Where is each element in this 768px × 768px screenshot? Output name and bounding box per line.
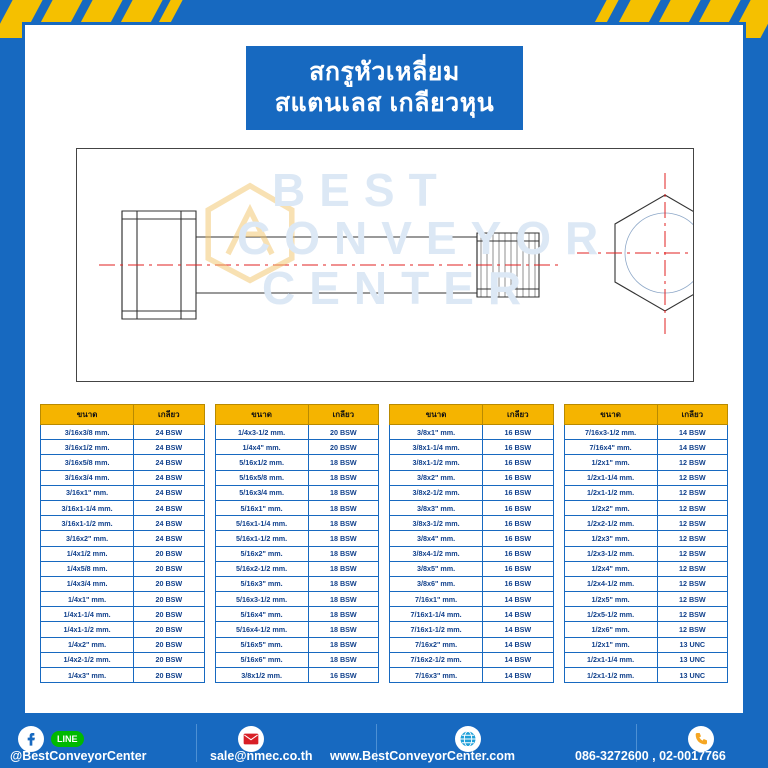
col-header-size: ขนาด — [564, 405, 657, 425]
table-row: 3/8x1/2 mm. 16 BSW — [215, 668, 379, 683]
table-row: 3/16x3/4 mm. 24 BSW — [41, 470, 205, 485]
table-row: 1/4x1-1/2 mm. 20 BSW — [41, 622, 205, 637]
table-row: 5/16x3" mm. 18 BSW — [215, 576, 379, 591]
col-header-thread: เกลียว — [657, 405, 727, 425]
table-row: 3/8x4-1/2 mm. 16 BSW — [390, 546, 554, 561]
table-row: 3/16x1-1/4 mm. 24 BSW — [41, 500, 205, 515]
table-row: 1/2x1-1/4 mm. 12 BSW — [564, 470, 728, 485]
line-icon[interactable]: LINE — [51, 731, 84, 747]
table-row: 3/8x1" mm. 16 BSW — [390, 425, 554, 440]
table-row: 1/4x1/2 mm. 20 BSW — [41, 546, 205, 561]
table-row: 7/16x1-1/4 mm. 14 BSW — [390, 607, 554, 622]
size-table-2 — [215, 404, 380, 689]
col-header-thread: เกลียว — [483, 405, 553, 425]
facebook-handle: @BestConveyorCenter — [10, 749, 147, 763]
table-row: 7/16x3-1/2 mm. 14 BSW — [564, 425, 728, 440]
table-row: 1/2x4" mm. 12 BSW — [564, 561, 728, 576]
email-address: sale@nmec.co.th — [210, 749, 313, 763]
table-row: 3/8x2" mm. 16 BSW — [390, 470, 554, 485]
table-row: 1/4x2" mm. 20 BSW — [41, 637, 205, 652]
phone-number: 086-3272600 , 02-0017766 — [575, 749, 726, 763]
bolt-drawing-svg — [77, 149, 693, 381]
table-row: 3/8x3" mm. 16 BSW — [390, 500, 554, 515]
table-row: 5/16x4" mm. 18 BSW — [215, 607, 379, 622]
table-row: 5/16x1-1/2 mm. 18 BSW — [215, 531, 379, 546]
table-row: 5/16x5/8 mm. 18 BSW — [215, 470, 379, 485]
table-row: 1/2x1" mm. 12 BSW — [564, 455, 728, 470]
title-line-1: สกรูหัวเหลี่ยม — [309, 57, 460, 86]
table-row: 5/16x3-1/2 mm. 18 BSW — [215, 592, 379, 607]
table-row: 1/2x2-1/2 mm. 12 BSW — [564, 516, 728, 531]
col-header-thread: เกลียว — [308, 405, 378, 425]
table-row: 1/4x3/4 mm. 20 BSW — [41, 576, 205, 591]
table-row: 3/8x3-1/2 mm. 16 BSW — [390, 516, 554, 531]
size-tables — [40, 404, 728, 689]
size-table-1 — [40, 404, 205, 689]
table-row: 5/16x3/4 mm. 18 BSW — [215, 485, 379, 500]
table-row: 1/4x3" mm. 20 BSW — [41, 668, 205, 683]
table-row: 1/2x5" mm. 12 BSW — [564, 592, 728, 607]
table-row: 5/16x2" mm. 18 BSW — [215, 546, 379, 561]
table-row: 1/2x2" mm. 12 BSW — [564, 500, 728, 515]
table-row: 3/16x5/8 mm. 24 BSW — [41, 455, 205, 470]
table-row: 7/16x1" mm. 14 BSW — [390, 592, 554, 607]
table-row: 5/16x1" mm. 18 BSW — [215, 500, 379, 515]
table-row: 3/8x1-1/2 mm. 16 BSW — [390, 455, 554, 470]
table-row: 7/16x2" mm. 14 BSW — [390, 637, 554, 652]
table-row: 1/4x2-1/2 mm. 20 BSW — [41, 652, 205, 667]
table-row: 3/16x3/8 mm. 24 BSW — [41, 425, 205, 440]
table-row: 3/16x2" mm. 24 BSW — [41, 531, 205, 546]
table-row: 7/16x4" mm. 14 BSW — [564, 440, 728, 455]
table-row: 3/16x1" mm. 24 BSW — [41, 485, 205, 500]
table-row: 3/16x1/2 mm. 24 BSW — [41, 440, 205, 455]
size-table-4 — [564, 404, 729, 689]
size-table-3 — [389, 404, 554, 689]
table-row: 1/4x5/8 mm. 20 BSW — [41, 561, 205, 576]
title-line-2: สแตนเลส เกลียวหุน — [274, 89, 495, 117]
table-row: 1/2x6" mm. 12 BSW — [564, 622, 728, 637]
table-row: 1/2x1" mm. 13 UNC — [564, 637, 728, 652]
col-header-thread: เกลียว — [134, 405, 204, 425]
col-header-size: ขนาด — [215, 405, 308, 425]
table-row: 7/16x2-1/2 mm. 14 BSW — [390, 652, 554, 667]
page-title — [246, 46, 523, 130]
table-row: 3/8x6" mm. 16 BSW — [390, 576, 554, 591]
table-row: 5/16x1/2 mm. 18 BSW — [215, 455, 379, 470]
table-row: 5/16x4-1/2 mm. 18 BSW — [215, 622, 379, 637]
table-row: 3/8x5" mm. 16 BSW — [390, 561, 554, 576]
col-header-size: ขนาด — [41, 405, 134, 425]
table-row: 1/2x1-1/4 mm. 13 UNC — [564, 652, 728, 667]
table-row: 3/8x2-1/2 mm. 16 BSW — [390, 485, 554, 500]
table-row: 3/8x4" mm. 16 BSW — [390, 531, 554, 546]
table-row: 1/4x1" mm. 20 BSW — [41, 592, 205, 607]
table-row: 7/16x3" mm. 14 BSW — [390, 668, 554, 683]
table-row: 7/16x1-1/2 mm. 14 BSW — [390, 622, 554, 637]
table-row: 1/2x3" mm. 12 BSW — [564, 531, 728, 546]
table-row: 3/8x1-1/4 mm. 16 BSW — [390, 440, 554, 455]
table-row: 1/2x4-1/2 mm. 12 BSW — [564, 576, 728, 591]
table-row: 1/2x3-1/2 mm. 12 BSW — [564, 546, 728, 561]
technical-drawing — [76, 148, 694, 382]
table-row: 3/16x1-1/2 mm. 24 BSW — [41, 516, 205, 531]
table-row: 5/16x2-1/2 mm. 18 BSW — [215, 561, 379, 576]
table-row: 1/2x1-1/2 mm. 13 UNC — [564, 668, 728, 683]
table-row: 1/2x5-1/2 mm. 12 BSW — [564, 607, 728, 622]
table-row: 5/16x6" mm. 18 BSW — [215, 652, 379, 667]
table-row: 1/4x4" mm. 20 BSW — [215, 440, 379, 455]
table-row: 1/4x3-1/2 mm. 20 BSW — [215, 425, 379, 440]
table-row: 1/4x1-1/4 mm. 20 BSW — [41, 607, 205, 622]
table-row: 1/2x1-1/2 mm. 12 BSW — [564, 485, 728, 500]
table-row: 5/16x1-1/4 mm. 18 BSW — [215, 516, 379, 531]
watermark-line-3: CENTER — [262, 262, 536, 314]
watermark-line-1: BEST — [272, 164, 451, 216]
website-url[interactable]: www.BestConveyorCenter.com — [330, 749, 516, 763]
footer-contacts — [0, 718, 768, 768]
watermark-line-2: CONVEYOR — [237, 212, 613, 264]
table-row: 5/16x5" mm. 18 BSW — [215, 637, 379, 652]
col-header-size: ขนาด — [390, 405, 483, 425]
